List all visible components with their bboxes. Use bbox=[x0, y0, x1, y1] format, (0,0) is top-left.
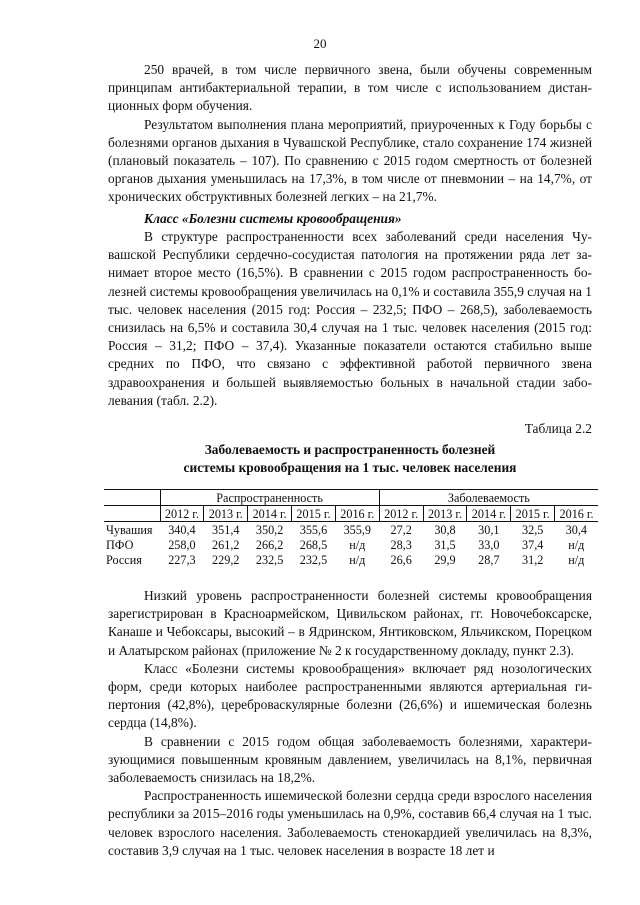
table-cell: 30,1 bbox=[478, 522, 500, 537]
table-label: Таблица 2.2 bbox=[524, 421, 592, 436]
year-header: 2013 г. bbox=[423, 506, 467, 522]
group-header-incidence: Заболеваемость bbox=[379, 490, 598, 506]
data-table bbox=[104, 489, 598, 567]
table-cell: 261,2 bbox=[212, 537, 240, 552]
table-cell: 29,9 bbox=[434, 552, 456, 567]
paragraph: В структуре распространенности всех заболеваний среди населения Чувашской Республики сердечно-сосудистая патология на протяжении ряда лет занимает второе место (16,5%). В сравнении с 2015 годом распространенность болезней системы кровообращения увеличилась на 0,1% и составила 355,9 случая на 1 тыс. человек населения (2015 год: Россия – 232,5; ПФО – 268,5), заболеваемость снизилась на 6,5% и составила 30,4 случая на 1 тыс. человек населения (2015 год: Россия – 31,2; ПФО – 37,4). Указанные показатели остаются стабильно выше средних по ПФО, что связано с эффективной работой первичного звена здравоохранения и большей выявляемостью больных в начальной стадии заболевания (табл. 2.2). bbox=[108, 229, 592, 408]
paragraph: Низкий уровень распространенности болезней системы кровообращения зарегистрирован в Красноармейском, Цивильском районах, гг. Новочебоксарске, Канаше и Чебоксары, высокий – в Ядринском, Янтиковском, Яльчикском, Порецком и Алатырском районах (приложение № 2 к государственному докладу, пункт 2.3). bbox=[108, 588, 592, 658]
page-number: 20 bbox=[313, 36, 327, 51]
table-cell: 28,7 bbox=[478, 552, 500, 567]
table-cell: н/д bbox=[349, 552, 366, 567]
corner-cell bbox=[104, 490, 160, 506]
table-cell: н/д bbox=[568, 552, 585, 567]
table-cell: 31,2 bbox=[522, 552, 544, 567]
row-label: Россия bbox=[106, 552, 142, 567]
year-header: 2013 г. bbox=[204, 506, 248, 522]
table-cell: 26,6 bbox=[390, 552, 412, 567]
year-header: 2016 г. bbox=[335, 506, 379, 522]
year-header: 2015 г. bbox=[511, 506, 555, 522]
table-title-line: Заболеваемость и распространенность болезней bbox=[204, 442, 496, 457]
table-cell: 33,0 bbox=[478, 537, 500, 552]
table-title-line: системы кровообращения на 1 тыс. человек населения bbox=[183, 460, 517, 476]
table-row bbox=[104, 522, 598, 538]
paragraph: Класс «Болезни системы кровообращения» включает ряд нозологических форм, среди которых наиболее распространенными являются артериальная гипертония (42,8%), цереброваскулярные болезни (26,6%) и ишемическая болезнь сердца (14,8%). bbox=[108, 660, 592, 731]
table-cell: 227,3 bbox=[168, 552, 196, 567]
year-header: 2012 г. bbox=[379, 506, 423, 522]
table-cell: 37,4 bbox=[522, 537, 544, 552]
table-cell: 30,4 bbox=[565, 522, 587, 537]
table-cell: 232,5 bbox=[255, 552, 284, 567]
table-title bbox=[108, 441, 592, 478]
year-header: 2014 г. bbox=[248, 506, 292, 522]
table-row bbox=[104, 537, 598, 552]
table-cell: 28,3 bbox=[390, 537, 412, 552]
section-text bbox=[108, 228, 592, 410]
conclusion-text bbox=[108, 587, 592, 860]
row-label: ПФО bbox=[106, 537, 134, 552]
paragraph: 250 врачей, в том числе первичного звена, были обучены современным принципам антибактериальной терапии, в том числе с использованием дистанционных форм обучения. bbox=[108, 62, 592, 114]
paragraph: Результатом выполнения плана мероприятий, приуроченных к Году борьбы с болезнями органов дыхания в Чувашской Республике, стало сохранение 174 жизней (плановый показатель – 107). По сравнению с 2015 годом смертность от болезней органов дыхания уменьшилась на 17,3%, в том числе от пневмонии – на 14,7%, от хронических обструктивных болезней легких – на 21,7%. bbox=[108, 116, 592, 205]
group-header-prevalence: Распространенность bbox=[160, 490, 379, 506]
intro-text bbox=[108, 61, 592, 207]
year-header: 2016 г. bbox=[555, 506, 598, 522]
paragraph: Распространенность ишемической болезни сердца среди взрослого населения республики за 2015–2016 годы уменьшилась на 0,9%, составив 66,4 случая на 1 тыс. человек взрослого населения. Заболеваемость стенокардией увеличилась на 8,3%, составив 3,9 случая на 1 тыс. человек населения в возрасте 18 лет и bbox=[108, 788, 592, 858]
table-cell: 268,5 bbox=[299, 537, 328, 552]
table-cell: 32,5 bbox=[522, 522, 544, 537]
table-cell: 355,6 bbox=[299, 522, 328, 537]
corner-cell bbox=[104, 506, 160, 522]
table-cell: 258,0 bbox=[168, 537, 196, 552]
table-cell: 351,4 bbox=[212, 522, 240, 537]
table-cell: 350,2 bbox=[255, 522, 284, 537]
section-heading: Класс «Болезни системы кровообращения» bbox=[144, 211, 402, 226]
table-cell: 30,8 bbox=[434, 522, 456, 537]
table-cell: н/д bbox=[349, 537, 366, 552]
table-row bbox=[104, 552, 598, 567]
year-header: 2014 г. bbox=[467, 506, 511, 522]
year-header: 2012 г. bbox=[160, 506, 204, 522]
table-cell: н/д bbox=[568, 537, 585, 552]
table-cell: 229,2 bbox=[212, 552, 240, 567]
row-label: Чувашия bbox=[106, 522, 153, 537]
table-cell: 27,2 bbox=[390, 522, 412, 537]
table-cell: 355,9 bbox=[343, 522, 371, 537]
table-cell: 31,5 bbox=[434, 537, 456, 552]
table-cell: 340,4 bbox=[168, 522, 196, 537]
year-header: 2015 г. bbox=[292, 506, 336, 522]
paragraph: В сравнении с 2015 годом общая заболеваемость болезнями, характеризующимися повышенным кровяным давлением, увеличилась на 8,1%, первичная заболеваемость снизилась на 18,2%. bbox=[108, 733, 592, 786]
table-cell: 232,5 bbox=[299, 552, 328, 567]
table-cell: 266,2 bbox=[255, 537, 284, 552]
